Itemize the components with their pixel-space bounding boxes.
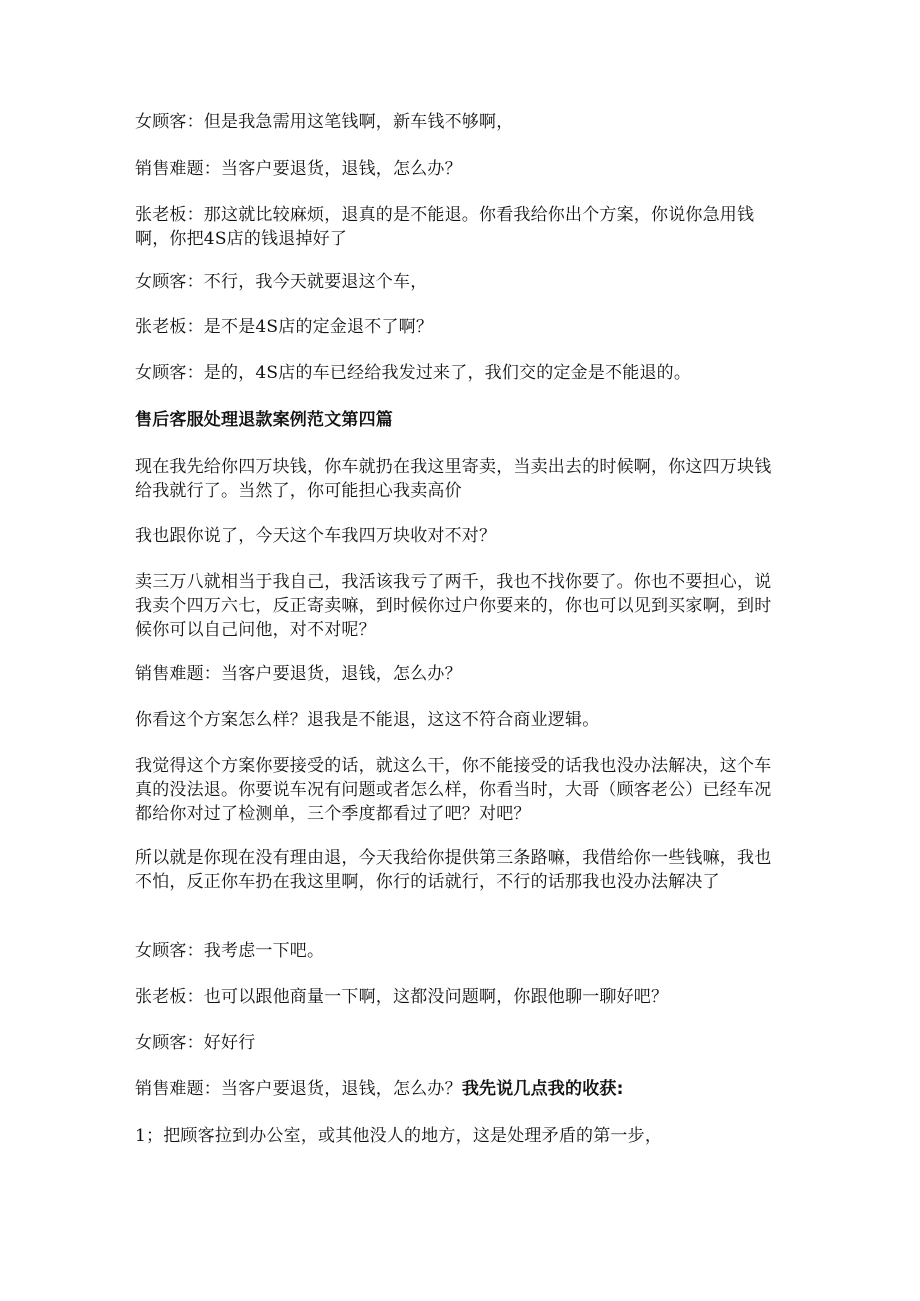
paragraph-11: 你看这个方案怎么样？退我是不能退，这这不符合商业逻辑。	[135, 710, 600, 730]
paragraph-13: 所以就是你现在没有理由退，今天我给你提供第三条路嘛，我借给你一些钱嘛，我也不怕，反正你车扔在我这里啊，你行的话就行，不行的话那我也没办法解决了	[135, 848, 772, 892]
paragraph-5: 张老板：是不是4S店的定金退不了啊？	[135, 317, 434, 337]
paragraph-1: 女顾客：但是我急需用这笔钱啊，新车钱不够啊，	[135, 112, 514, 132]
paragraph-7: 现在我先给你四万块钱，你车就扔在我这里寄卖，当卖出去的时候啊，你这四万块钱给我就行了。当然了，你可能担心我卖高价	[135, 457, 772, 501]
paragraph-16: 女顾客：好好行	[135, 1033, 256, 1053]
paragraph-8: 我也跟你说了，今天这个车我四万块收对不对？	[135, 526, 497, 546]
paragraph-3: 张老板：那这就比较麻烦，退真的是不能退。你看我给你出个方案，你说你急用钱啊，你把4S店的钱退掉好了	[135, 205, 755, 249]
paragraph-10: 销售难题：当客户要退货，退钱，怎么办？	[135, 664, 462, 684]
paragraph-12: 我觉得这个方案你要接受的话，就这么干，你不能接受的话我也没办法解决，这个车真的没法退。你要说车况有问题或者怎么样，你看当时，大哥（顾客老公）已经车况都给你对过了检测单，三个季度都看过了吧？对吧？	[135, 756, 772, 824]
paragraph-17-text: 销售难题：当客户要退货，退钱，怎么办？	[135, 1079, 462, 1099]
bold-inline-text: 我先说几点我的收获:	[461, 1079, 624, 1099]
section-heading: 售后客服处理退款案例范文第四篇	[135, 410, 393, 430]
paragraph-15: 张老板：也可以跟他商量一下啊，这都没问题啊，你跟他聊一聊好吧？	[135, 987, 669, 1007]
paragraph-9: 卖三万八就相当于我自己，我活该我亏了两千，我也不找你要了。你也不要担心，说我卖个四万六七，反正寄卖嘛，到时候你过户你要来的，你也可以见到买家啊，到时候你可以自己问他，对不对呢？	[135, 572, 772, 640]
paragraph-6: 女顾客：是的，4S店的车已经给我发过来了，我们交的定金是不能退的。	[135, 363, 692, 383]
paragraph-14: 女顾客：我考虑一下吧。	[135, 941, 325, 961]
paragraph-2: 销售难题：当客户要退货，退钱，怎么办？	[135, 159, 462, 179]
paragraph-4: 女顾客：不行，我今天就要退这个车，	[135, 272, 428, 292]
paragraph-18: 1；把顾客拉到办公室，或其他没人的地方，这是处理矛盾的第一步，	[135, 1126, 663, 1146]
paragraph-17	[135, 1077, 785, 1101]
